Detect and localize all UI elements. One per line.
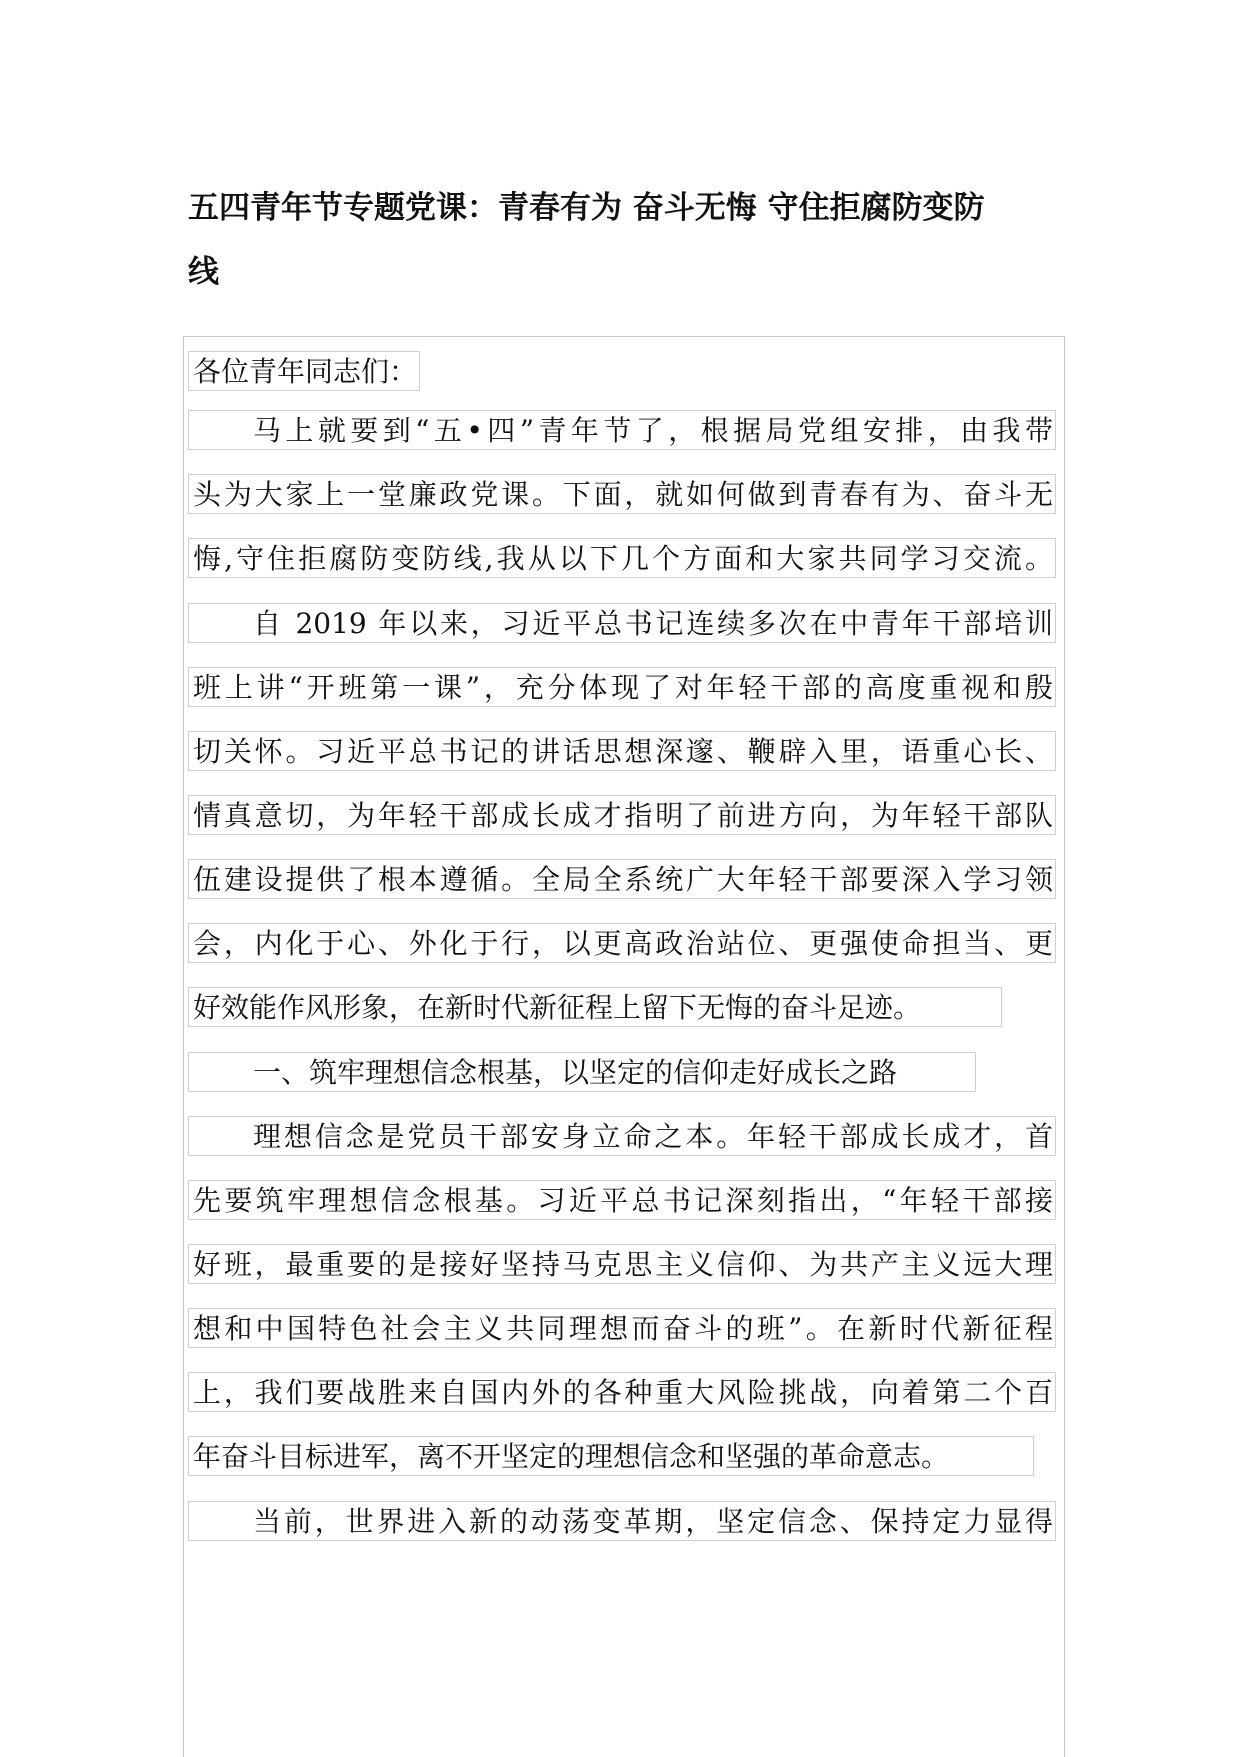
document-title [188,176,1068,304]
salutation-line: 各位青年同志们： [188,351,420,391]
paragraph-line: 自 2019 年以来，习近平总书记连续多次在中青年干部培训 [188,603,1056,643]
paragraph-line: 好班，最重要的是接好坚持马克思主义信仰、为共产主义远大理 [188,1244,1056,1284]
paragraph-line: 上，我们要战胜来自国内外的各种重大风险挑战，向着第二个百 [188,1372,1056,1412]
title-line-1: 五四青年节专题党课：青春有为 奋斗无悔 守住拒腐防变防 [188,190,985,226]
paragraph-line: 会，内化于心、外化于行，以更高政治站位、更强使命担当、更 [188,923,1056,963]
paragraph-line: 马上就要到“五•四”青年节了，根据局党组安排，由我带 [188,410,1056,450]
title-line-2: 线 [188,254,219,290]
paragraph-line: 当前，世界进入新的动荡变革期，坚定信念、保持定力显得 [188,1501,1056,1541]
paragraph-line: 悔,守住拒腐防变防线,我从以下几个方面和大家共同学习交流。 [188,538,1056,578]
paragraph-line: 头为大家上一堂廉政党课。下面，就如何做到青春有为、奋斗无 [188,474,1056,514]
paragraph-line: 好效能作风形象，在新时代新征程上留下无悔的奋斗足迹。 [188,987,1002,1027]
section-heading: 一、筑牢理想信念根基，以坚定的信仰走好成长之路 [188,1052,976,1092]
paragraph-line: 想和中国特色社会主义共同理想而奋斗的班”。在新时代新征程 [188,1308,1056,1348]
paragraph-line: 理想信念是党员干部安身立命之本。年轻干部成长成才，首 [188,1116,1056,1156]
paragraph-line: 班上讲“开班第一课”，充分体现了对年轻干部的高度重视和殷 [188,667,1056,707]
paragraph-line: 情真意切，为年轻干部成长成才指明了前进方向，为年轻干部队 [188,795,1056,835]
paragraph-line: 切关怀。习近平总书记的讲话思想深邃、鞭辟入里，语重心长、 [188,731,1056,771]
paragraph-line: 伍建设提供了根本遵循。全局全系统广大年轻干部要深入学习领 [188,859,1056,899]
paragraph-line: 先要筑牢理想信念根基。习近平总书记深刻指出，“年轻干部接 [188,1180,1056,1220]
paragraph-line: 年奋斗目标进军，离不开坚定的理想信念和坚强的革命意志。 [188,1436,1034,1476]
